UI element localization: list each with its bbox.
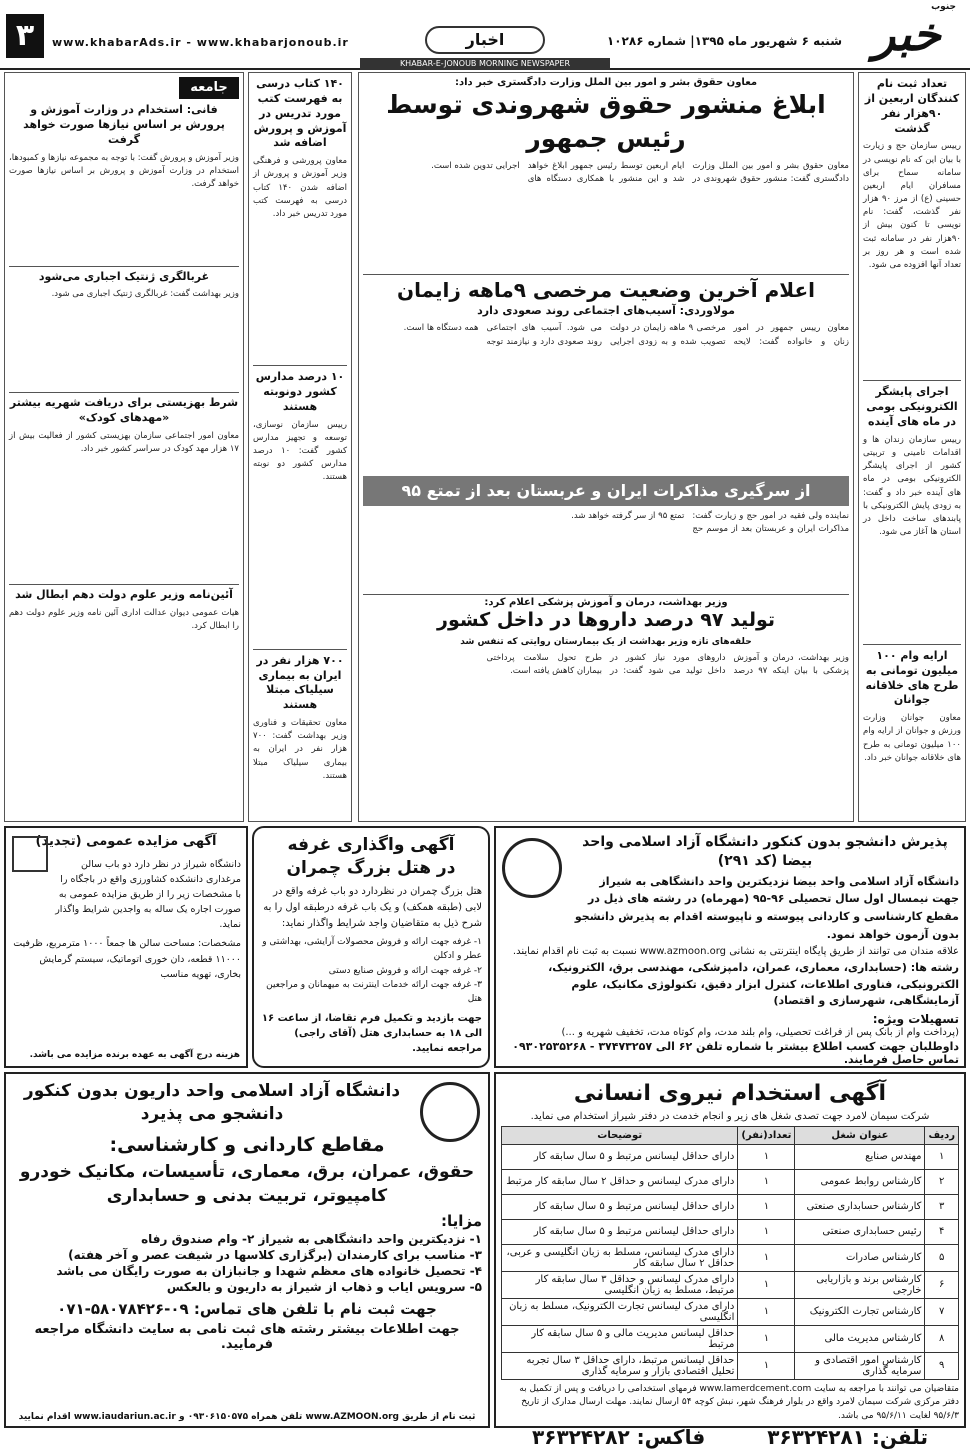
section-badge: جامعه — [179, 77, 239, 99]
article-title: ۱۰ درصد مدارس کشور دونوبته هستند — [253, 365, 347, 415]
ad-intro: شرکت سیمان لامرد جهت تصدی شغل های زیر و انجام خدمت در دفتر شیراز استخدام می نماید. — [530, 1110, 930, 1122]
ad-advantages-heading: مزایا: — [440, 1211, 482, 1230]
middle-column — [248, 72, 352, 822]
ad-footer: هزینه درج آگهی به عهده برنده مزایده می باشد. — [29, 1050, 240, 1060]
masthead — [0, 0, 970, 70]
table-cell: دارای مدرک لیسانس تجارت الکترونیک، مسلط به زبان انگلیسی — [502, 1298, 738, 1325]
article-title: ۷۰۰ هزار نفر در ایران به بیماری سیلیاک مبتلا هستند — [253, 649, 347, 713]
ad-body: هتل بزرگ چمران در نظردارد دو باب غرفه واقع در لابی (طبقه همکف) و یک باب غرفه درطبقه اول را به شرح ذیل به متقاضیان واجد شرایط واگذار نماید: — [263, 885, 482, 929]
issue-date: شنبه ۶ شهریور ماه ۱۳۹۵| شماره ۱۰۲۸۶ — [606, 34, 842, 48]
table-cell: ۱ — [925, 1144, 959, 1169]
table-cell: ۱ — [738, 1144, 795, 1169]
table-cell: دارای مدرک لیسانس، مسلط به زبان انگلیسی و عربی، حداقل ۲ سال سابقه کار — [502, 1244, 738, 1271]
article-title: ۱۴۰ کتاب درسی به فهرست کتب مورد تدریس در آموزش و پرورش اضافه شد — [253, 77, 347, 150]
table-cell: کارشناس حسابداری صنعتی — [795, 1194, 925, 1219]
table-cell: ۷ — [925, 1298, 959, 1325]
ad-phone: تلفن: ۳۶۳۲۴۲۸۱ — [767, 1425, 928, 1449]
table-cell: دارای مدرک لیسانس و حداقل ۳ سال سابقه کار مرتبط، مسلط به زبان انگلیسی — [502, 1271, 738, 1298]
table-row — [502, 1271, 959, 1298]
ad-fields: کامپیوتر، تربیت بدنی و حسابداری — [106, 1185, 388, 1206]
table-cell: کارشناس برند و بازاریابی خارجی — [795, 1271, 925, 1298]
ad-advantage: ۳- مناسب برای کارمندان (برگزاری کلاسها در شیفت عصر و آخر هفته) — [68, 1247, 482, 1262]
ad-item: ۱- غرفه جهت ارائه و فروش محصولات آرایشی، بهداشتی و عطر و ادکلن — [262, 936, 482, 962]
table-row — [502, 1298, 959, 1325]
logo-subtitle: جنوب — [931, 2, 956, 12]
ad-university-daryun — [4, 1072, 490, 1428]
ad-levels: مقاطع کاردانی و کارشناسی: — [109, 1133, 385, 1156]
table-cell: کارشناس روابط عمومی — [795, 1169, 925, 1194]
article-body: هیات عمومی دیوان عدالت اداری آئین نامه وزیر علوم دولت دهم را ابطال کرد. — [9, 607, 239, 632]
main-news — [358, 72, 854, 822]
table-cell: کارشناس امور اقتصادی و سرمایه گذاری — [795, 1352, 925, 1379]
table-cell: حداقل لیسانس مرتبط، دارای حداقل ۳ سال تجربه تحلیل اقتصادی بازار و سرمایه گذاری — [502, 1352, 738, 1379]
headline: اعلام آخرین وضعیت مرخصی ۹ماهه زایمان — [363, 274, 849, 304]
table-cell: ۱ — [738, 1169, 795, 1194]
headline: تولید ۹۷ درصد داروها در داخل کشور — [437, 608, 775, 631]
article-body: معاون حقوق بشر و امور بین الملل وزارت دادگستری گفت: منشور حقوق شهروندی در ایام اربعین توسط رئیس جمهور ابلاغ خواهد شد و این منشور با همکاری دستگاه های اجرایی تدوین شده است. — [431, 160, 849, 184]
ad-advantage: ۴- تحصیل خانواده های معظم شهدا و جانبازان به صورت رایگان می باشد — [56, 1263, 482, 1278]
main-headline: ابلاغ منشور حقوق شهروندی توسط رئیس جمهور — [386, 90, 826, 153]
ad-fields: حقوق، عمران، برق، معماری، تأسیسات، مکانیک خودرو — [19, 1161, 475, 1182]
table-row — [502, 1144, 959, 1169]
table-row — [502, 1219, 959, 1244]
table-row — [502, 1244, 959, 1271]
table-cell: ۵ — [925, 1244, 959, 1271]
section-title: اخبار — [425, 26, 545, 54]
website-urls[interactable]: www.khabarAds.ir - www.khabarjonoub.ir — [52, 36, 349, 49]
ad-body: مشخصات: مساحت سالن ها جمعاً ۱۰۰۰ مترمربع، ظرفیت ۱۱۰۰۰ قطعه، دان خوری اتوماتیک، سیستم گرمایش بخاری، تهویه مناسب — [13, 938, 241, 980]
table-cell: ۱ — [738, 1219, 795, 1244]
article-title: اجرای پایشگر الکترونیکی بومی در ماه های آینده — [863, 380, 961, 430]
kicker: وزیر بهداشت، درمان و آموزش پزشکی اعلام کرد: — [363, 594, 849, 608]
article-body: معاون تحقیقات و فناوری وزیر بهداشت گفت: ۷۰۰ هزار نفر در ایران به بیماری سیلیاک مبتلا هستند. — [253, 718, 347, 781]
page-number: ۳ — [6, 14, 44, 58]
table-row — [502, 1352, 959, 1379]
ad-contact: داوطلبان جهت کسب اطلاع بیشتر با شماره تلفن ۶۲ الی ۳۷۴۷۳۲۵۷ - ۰۹۳۰۲۵۳۵۲۶۸ تماس حاصل فرمایند. — [512, 1039, 959, 1066]
jobs-table — [501, 1126, 959, 1380]
university-logo-icon — [502, 838, 562, 898]
article-body: رییس سازمان نوسازی، توسعه و تجهیز مدارس کشور گفت: ۱۰ درصد مدارس کشور دو نوبته هستند. — [253, 419, 347, 483]
newspaper-logo: خبر — [873, 7, 941, 61]
ad-body: دانشگاه شیراز در نظر دارد دو باب سالن مرغداری دانشکده کشاورزی واقع در باجگاه را با مشخصات زیر را از طریق مزایده عمومی به صورت اجاره یک ساله به واجدین شرایط واگذار نماید. — [55, 858, 241, 931]
ad-registration-link[interactable]: ثبت نام از طریق www.AZMOON.org تلفن همراه ۰۹۳۰۶۱۵۰۵۷۵ و www.iaudariun.ac.ir اقدام نمایید — [18, 1412, 476, 1422]
table-cell: کارشناس مدیریت مالی — [795, 1325, 925, 1352]
table-cell: کارشناس صادرات — [795, 1244, 925, 1271]
table-cell: ۱ — [738, 1244, 795, 1271]
right-column — [858, 72, 966, 822]
article-body: وزیر آموزش و پرورش گفت: با توجه به مجموعه نیازها و کمبودها، استخدام در وزارت آموزش و پرورش بر اساس نیازها صورت خواهد گرفت. — [9, 152, 239, 189]
table-row — [502, 1325, 959, 1352]
table-cell: ۱ — [738, 1325, 795, 1352]
table-cell: دارای حداقل لیسانس مرتبط و ۵ سال سابقه کار — [502, 1144, 738, 1169]
article-title: غربالگری ژنتیک اجباری می‌شود — [9, 266, 239, 285]
table-cell: ۸ — [925, 1325, 959, 1352]
table-cell: دارای مدرک لیسانس و حداقل ۲ سال سابقه کار مرتبط — [502, 1169, 738, 1194]
ad-title: پذیرش دانشجو بدون کنکور دانشگاه آزاد اسلامی واحد بیضا (کد ۲۹۱) — [582, 834, 948, 869]
article-title: شرط بهزیستی برای دریافت شهریه بیشتر «مهدهای کودک» — [9, 392, 239, 426]
article-body: معاون رییس جمهور در امور زنان و خانواده گفت: لایحه مرخصی ۹ ماهه زایمان در دولت تصویب شده و به زودی اجرایی می شود. آسیب های اجتماعی روند صعودی دارد و نیازمند توجه همه دستگاه ها است. — [403, 323, 849, 347]
ad-item: ۲- غرفه جهت ارائه و فروش صنایع دستی — [328, 965, 482, 976]
english-band: KHABAR-E-JONOUB MORNING NEWSPAPER — [360, 58, 610, 70]
left-column — [4, 72, 244, 822]
article-body: رییس سازمان حج و زیارت با بیان این که نام نویسی در سامانه سماح برای مسافران ایام اربعین حسینی (ع) از مرز ۹۰ هزار نفر گذشت، گفت: نام نویسی تا کنون بیش از ۹۰هزار نفر در سامانه ثبت شده است و هر روز بر تعداد آنها افزوده می شود. — [863, 141, 961, 270]
article-body: معاون جوانان وزارت ورزش و جوانان از ارایه وام ۱۰۰ میلیون تومانی به طرح های خلاقانه جوانان خبر داد. — [863, 713, 961, 763]
ad-advantage: ۵- سرویس ایاب و ذهاب از شیراز به داریون و بالعکس — [166, 1279, 482, 1294]
column-header: عنوان شغل — [795, 1126, 925, 1144]
kicker: معاون حقوق بشر و امور بین الملل وزارت دادگستری خبر داد: — [454, 77, 758, 88]
ad-fax: فاکس: ۳۶۳۲۴۲۸۲ — [532, 1425, 706, 1449]
ad-fields: رشته ها: (حسابداری، معماری، عمران، دامپزشکی، مهندسی برق، الکترونیک، الکترونیکی، فناوری اطلاعات، کنترل ابزار دقیق، تکنولوژی مکانیک، علوم آزمایشگاهی، شهرسازی و اقتصاد) — [548, 961, 959, 1008]
ad-title: دانشگاه آزاد اسلامی واحد داریون بدون کنکور دانشجو می پذیرد — [23, 1081, 401, 1124]
ad-footer: متقاضیان می توانند با مراجعه به سایت www.lamerdcement.com فرمهای استخدامی را دریافت و پس از تکمیل به دفتر مرکزی شرکت سیمان لامرد واقع در بلوار فرهنگ شهر، نبش کوچه ۵۴ ارسال نمایند. مهلت ارسال مدارک از تاریخ ۹۵/۶/۳ لغایت ۹۵/۶/۱۱ می باشد. — [519, 1383, 959, 1421]
ad-facilities-heading: تسهیلات ویژه: — [872, 1011, 959, 1026]
article-title: آئین‌نامه وزیر علوم دولت دهم ابطال شد — [9, 584, 239, 603]
ad-item: ۳- غرفه جهت ارائه خدمات اینترنت به میهمانان و مراجعین هتل — [266, 980, 482, 1005]
university-logo-icon — [420, 1082, 480, 1142]
ad-footer: جهت بازدید و تکمیل فرم تقاضا، از ساعت ۱۶ الی ۱۸ به حسابداری هتل (آقای راجی) مراجعه نمایید. — [261, 1012, 482, 1054]
column-header: تعداد(نفر) — [738, 1126, 795, 1144]
ad-title: آگهی استخدام نیروی انسانی — [573, 1081, 887, 1106]
ad-hiring-lamerd-cement — [494, 1072, 966, 1449]
ad-hotel-chamran — [252, 826, 490, 1068]
table-cell: ۹ — [925, 1352, 959, 1379]
table-row — [502, 1169, 959, 1194]
table-cell: ۱ — [738, 1271, 795, 1298]
ad-facilities: (پرداخت وام از بانک پس از فراغت تحصیلی، وام بلند مدت، وام کوتاه مدت، تخفیف شهریه و ...) — [561, 1026, 959, 1038]
table-header-row — [502, 1126, 959, 1144]
article-body: معاون پرورشی و فرهنگی وزیر آموزش و پرورش از اضافه شدن ۱۴۰ کتاب درسی به فهرست کتب مورد تدریس خبر داد. — [253, 156, 347, 219]
subheadline: مولاوردی: آسیب‌های اجتماعی روند صعودی دارد — [477, 303, 735, 317]
headline-bar: از سرگیری مذاکرات ایران و عربستان بعد از تمتع ۹۵ — [363, 476, 849, 506]
article-body: نماینده ولی فقیه در امور حج و زیارت گفت: مذاکرات ایران و عربستان بعد از موسم حج تمتع ۹۵ از سر گرفته خواهد شد. — [571, 510, 849, 535]
ad-phone: جهت ثبت نام با تلفن های تماس: ۰۹-۵۸۰۷۸۴۲۶-۰۷۱ — [57, 1299, 437, 1318]
table-cell: ۱ — [738, 1194, 795, 1219]
article-body: وزیر بهداشت گفت: غربالگری ژنتیک اجباری می شود. — [51, 289, 239, 300]
ad-title: آگهی واگذاری غرفه — [287, 835, 455, 855]
table-cell: ۶ — [925, 1271, 959, 1298]
table-cell: ۳ — [925, 1194, 959, 1219]
article-body: معاون امور اجتماعی سازمان بهزیستی کشور از فعالیت بیش از ۱۷ هزار مهد کودک در سراسر کشور خبر داد. — [9, 431, 239, 455]
table-cell: مهندس صنایع — [795, 1144, 925, 1169]
ad-title: در هتل بزرگ چمران — [286, 857, 456, 878]
table-cell: ۱ — [738, 1352, 795, 1379]
table-cell: دارای حداقل لیسانس مرتبط و ۵ سال سابقه کار — [502, 1219, 738, 1244]
article-title: فانی: استخدام در وزارت آموزش و پرورش بر اساس نیازها صورت خواهد گرفت — [23, 103, 225, 146]
column-header: ردیف — [925, 1126, 959, 1144]
ad-body: دانشگاه آزاد اسلامی واحد بیضا نزدیکترین واحد دانشگاهی به شیراز جهت نیمسال اول سال تحصیلی ۹۶-۹۵ (مهرماه) در رشته های ذیل در مقطع کارشناسی و کاردانی پیوسته و ناپیوسته اقدام به پذیرش دانشجو بدون آزمون خواهد نمود. — [574, 874, 959, 941]
article-body: رییس سازمان زندان ها و اقدامات تامینی و تربیتی کشور از اجرای پایشگر الکترونیکی بومی در ماه های آینده خبر داد و گفت: به زودی پایش الکترونیکی با پابندهای ساخت داخل در استان ها آغاز می شود. — [863, 434, 961, 538]
ad-university-beyza — [494, 826, 966, 1068]
table-cell: ۱ — [738, 1298, 795, 1325]
column-header: توضیحات — [502, 1126, 738, 1144]
article-body: وزیر بهداشت، درمان و آموزش پزشکی با بیان اینکه ۹۷ درصد داروهای مورد نیاز کشور در داخل تولید می شود گفت: در طرح تحول سلامت پرداختی بیماران کاهش یافته است. — [486, 652, 849, 676]
article-title: ارایه وام ۱۰۰ میلیون تومانی به طرح های خلاقانه جوانان — [863, 644, 961, 708]
table-cell: رئیس حسابداری صنعتی — [795, 1219, 925, 1244]
ad-body: علاقه مندان می توانند از طریق پایگاه اینترنتی به نشانی www.azmoon.org نسبت به ثبت نام اقدام نمایند. — [512, 946, 959, 958]
table-cell: دارای حداقل لیسانس مرتبط و ۵ سال سابقه کار — [502, 1194, 738, 1219]
ad-info: جهت اطلاعات بیشتر رشته های ثبت نامی به سایت دانشگاه مراجعه فرمایید. — [34, 1321, 460, 1352]
ad-advantage: ۱- نزدیکترین واحد دانشگاهی به شیراز ۲- وام صندوق رفاه — [141, 1231, 482, 1246]
ad-title: آگهی مزایده عمومی (تجدید) — [35, 834, 217, 849]
subheadline: حلقه‌های تازه وزیر بهداشت از یک بیمارستان روایتی که تنفس شد — [460, 636, 752, 647]
table-cell: حداقل لیسانس مدیریت مالی و ۵ سال سابقه کار مرتبط — [502, 1325, 738, 1352]
table-cell: ۲ — [925, 1169, 959, 1194]
table-cell: کارشناس تجارت الکترونیک — [795, 1298, 925, 1325]
article-title: تعداد ثبت نام کنندگان اربعین از ۹۰هزار نفر گذشت — [864, 77, 960, 135]
shiraz-university-logo-icon — [12, 836, 48, 872]
ad-auction-shiraz-university — [4, 826, 248, 1068]
table-row — [502, 1194, 959, 1219]
table-cell: ۴ — [925, 1219, 959, 1244]
